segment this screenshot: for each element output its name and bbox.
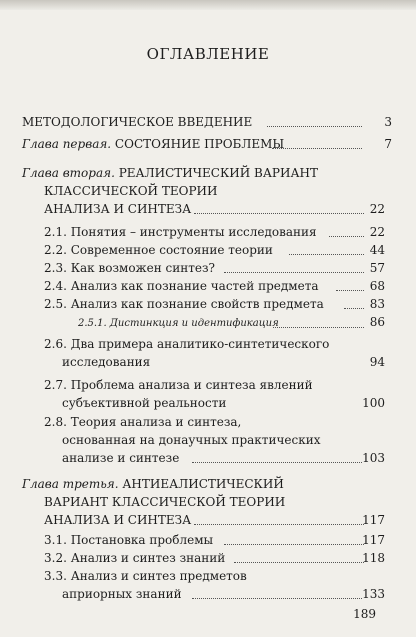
toc-entry-page: 103 (362, 451, 385, 465)
dot-leader (192, 598, 362, 599)
toc-entry-page: 44 (369, 243, 385, 257)
toc-entry-text: РЕАЛИСТИЧЕСКИЙ ВАРИАНТ (114, 166, 319, 180)
toc-entry-chapter-3-line3: АНАЛИЗА И СИНТЕЗА (44, 513, 364, 528)
toc-entry-2-1: 2.1. Понятия – инструменты исследования (44, 225, 364, 240)
toc-entry-page: 22 (369, 202, 385, 216)
toc-entry-page: 22 (369, 225, 385, 239)
toc-entry-text: АНТИЕАЛИСТИЧЕСКИЙ (118, 477, 284, 491)
toc-entry-chapter-3-line2: ВАРИАНТ КЛАССИЧЕСКОЙ ТЕОРИИ (44, 495, 286, 509)
toc-entry-page: 100 (362, 396, 385, 410)
toc-entry-text: СОСТОЯНИЕ ПРОБЛЕМЫ (111, 137, 285, 151)
toc-entry-2-3: 2.3. Как возможен синтез? (44, 261, 364, 276)
dot-leader (192, 462, 362, 463)
toc-entry-intro (22, 115, 367, 130)
toc-entry-text: МЕТОДОЛОГИЧЕСКОЕ ВВЕДЕНИЕ (22, 115, 253, 129)
toc-entry-page: 118 (362, 551, 385, 565)
toc-entry-page: 7 (384, 137, 392, 151)
toc-entry-page: 117 (362, 513, 385, 527)
chapter-label: Глава третья. (22, 477, 119, 491)
toc-entry-2-8: 2.8. Теория анализа и синтеза, (44, 415, 242, 429)
dot-leader (289, 254, 364, 255)
chapter-label: Глава вторая. (22, 166, 115, 180)
page-number: 189 (353, 607, 376, 621)
dot-leader (224, 272, 364, 273)
toc-entry-2-7-line2: субъективной реальности (62, 396, 227, 410)
toc-entry-page: 94 (369, 355, 385, 369)
toc-entry-page: 117 (362, 533, 385, 547)
toc-entry-chapter-2-line3: АНАЛИЗА И СИНТЕЗА (44, 202, 364, 217)
toc-entry-chapter-2-line2: КЛАССИЧЕСКОЙ ТЕОРИИ (44, 184, 218, 198)
toc-entry-chapter-3 (22, 477, 284, 492)
toc-entry-2-5: 2.5. Анализ как познание свойств предмета (44, 297, 364, 312)
dot-leader (234, 562, 364, 563)
toc-entry-2-5-1: 2.5.1. Дистинкция и идентификация (78, 315, 364, 331)
toc-entry-page: 68 (369, 279, 385, 293)
dot-leader (224, 544, 364, 545)
toc-entry-chapter-1 (22, 137, 367, 152)
toc-entry-3-3-line2: априорных знаний (62, 587, 364, 602)
toc-entry-3-3: 3.3. Анализ и синтез предметов (44, 569, 247, 583)
toc-entry-page: 83 (369, 297, 385, 311)
toc-entry-page: 57 (369, 261, 385, 275)
dot-leader (194, 524, 364, 525)
toc-entry-chapter-2 (22, 166, 367, 181)
toc-entry-2-6: 2.6. Два примера аналитико-синтетического (44, 337, 330, 351)
toc-entry-3-2: 3.2. Анализ и синтез знаний (44, 551, 364, 566)
dot-leader (272, 148, 362, 149)
toc-entry-2-8-line2: основанная на донаучных практических (62, 433, 321, 447)
chapter-label: Глава первая. (22, 137, 112, 151)
dot-leader (267, 126, 362, 127)
toc-entry-2-7: 2.7. Проблема анализа и синтеза явлений (44, 378, 313, 392)
dot-leader (194, 213, 364, 214)
toc-entry-page: 3 (384, 115, 392, 129)
toc-title: ОГЛАВЛЕНИЕ (146, 45, 270, 63)
toc-entry-2-8-line3: анализе и синтезе (62, 451, 364, 466)
dot-leader (273, 327, 364, 328)
toc-entry-page: 86 (369, 315, 385, 329)
toc-entry-2-6-line2: исследования (62, 355, 151, 369)
toc-entry-2-4: 2.4. Анализ как познание частей предмета (44, 279, 364, 294)
top-edge (0, 0, 416, 10)
toc-entry-3-1: 3.1. Постановка проблемы (44, 533, 364, 548)
toc-entry-2-2: 2.2. Современное состояние теории (44, 243, 364, 258)
toc-entry-page: 133 (362, 587, 385, 601)
